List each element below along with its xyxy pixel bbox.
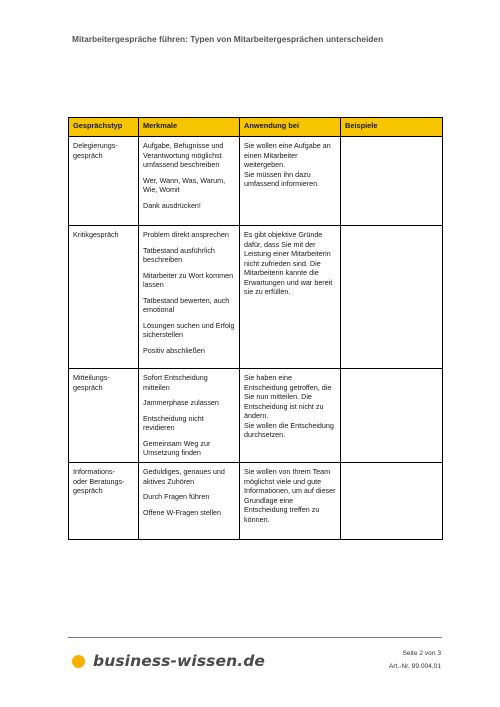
features-cell	[139, 137, 240, 226]
feature-item: Entscheidung nicht revidieren	[143, 413, 204, 432]
type-cell: Delegierungs- gespräch	[69, 137, 139, 226]
application-cell: Es gibt objektive Gründe dafür, dass Sie mit der Leistung einer Mitarbeiterin nicht zufrieden sind. Die Mitarbeiterin kannte die Erwartungen und war bereit sie zu erfüllen.	[240, 226, 341, 369]
features-cell	[139, 226, 240, 369]
column-header-features: Merkmale	[139, 118, 240, 137]
column-header-type: Gesprächstyp	[69, 118, 139, 137]
feature-item: Offene W-Fragen stellen	[143, 507, 222, 517]
type-cell: Mitteilungs- gespräch	[69, 369, 139, 463]
feature-item: Problem direkt ansprechen	[143, 230, 229, 239]
feature-item: Tatbestand ausführlich beschreiben	[143, 245, 215, 264]
examples-cell	[341, 463, 443, 540]
feature-item: Wer, Wann, Was, Warum, Wie, Womit	[143, 175, 226, 194]
examples-cell	[341, 369, 443, 463]
business-wissen-logo	[72, 652, 265, 670]
examples-cell	[341, 137, 443, 226]
feature-item: Mitarbeiter zu Wort kommen lassen	[143, 270, 234, 289]
application-cell: Sie wollen von Ihrem Team möglichst viele und gute Informationen, um auf dieser Grundlage eine Entscheidung treffen zu können.	[240, 463, 341, 540]
feature-item: Dank ausdrücken!	[143, 200, 201, 210]
table-row	[69, 226, 443, 369]
feature-item: Sofort Entscheidung mitteilen	[143, 373, 208, 392]
type-cell: Kritikgespräch	[69, 226, 139, 369]
column-header-application: Anwendung bei	[240, 118, 341, 137]
page-number: Seite 2 von 3	[402, 650, 441, 657]
feature-item: Gemeinsam Weg zur Umsetzung finden	[143, 438, 211, 457]
feature-item: Durch Fragen führen	[143, 492, 210, 501]
table-header-row	[69, 118, 443, 137]
page-info	[389, 648, 441, 673]
features-cell	[139, 463, 240, 540]
article-number: Art.-Nr. 99.004.01	[388, 662, 441, 670]
application-cell: Sie wollen eine Aufgabe an einen Mitarbeiter weitergeben. Sie müssen ihn dazu umfassend informieren.	[240, 137, 341, 226]
feature-item: Aufgabe, Befugnisse und Verantwortung möglichst umfassend beschreiben	[143, 141, 224, 169]
table-row	[69, 369, 443, 463]
conversation-types-table	[68, 117, 443, 540]
footer-divider	[68, 637, 442, 638]
document-title: Mitarbeitergespräche führen: Typen von Mitarbeitergesprächen unterscheiden	[72, 34, 384, 44]
feature-item: Tatbestand bewerten, auch emotional	[143, 295, 230, 314]
logo-text: business-wissen.de	[93, 652, 266, 670]
feature-item: Jammerphase zulassen	[143, 398, 219, 407]
type-cell: Informations- oder Beratungs- gespräch	[69, 463, 139, 540]
table-row	[69, 137, 443, 226]
table-row	[69, 463, 443, 540]
feature-item: Lösungen suchen und Erfolg sicherstellen	[143, 320, 235, 339]
application-cell: Sie haben eine Entscheidung getroffen, die Sie nun mitteilen. Die Entscheidung ist nicht zu ändern. Sie wollen die Entscheidung durchsetzen.	[240, 369, 341, 463]
examples-cell	[341, 226, 443, 369]
feature-item: Geduldiges, genaues und aktives Zuhören	[143, 467, 225, 486]
logo-dot-icon	[72, 655, 85, 668]
column-header-examples: Beispiele	[341, 118, 443, 137]
feature-item: Positiv abschließen	[143, 345, 205, 355]
features-cell	[139, 369, 240, 463]
